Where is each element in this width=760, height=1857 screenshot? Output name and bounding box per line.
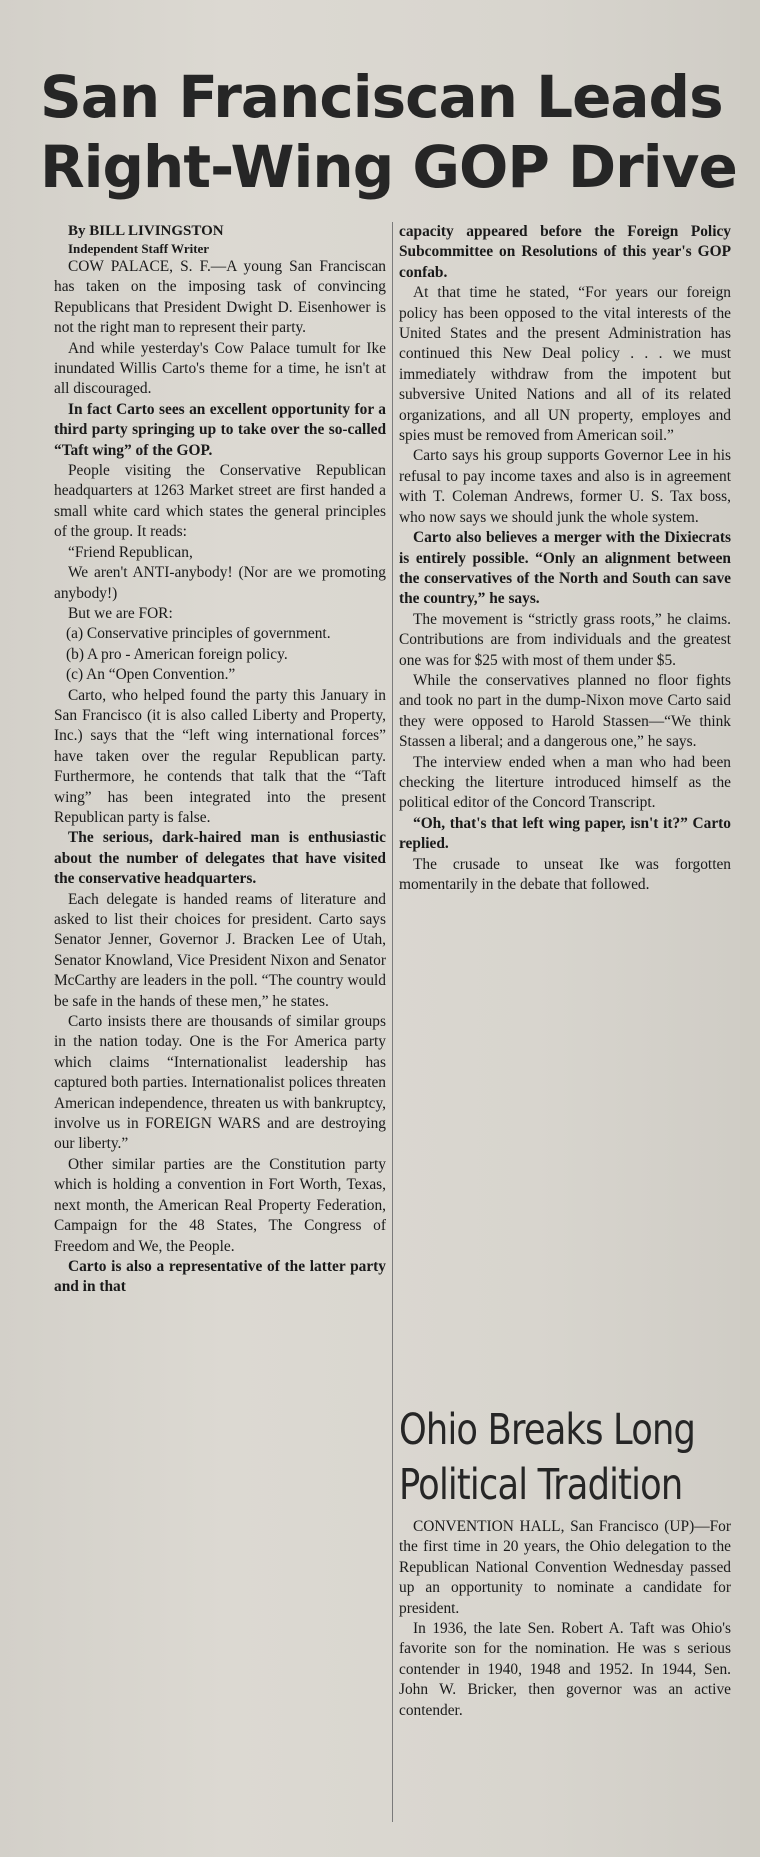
article-column-2 — [399, 222, 731, 895]
second-headline-line-1: Ohio Breaks Long — [399, 1405, 696, 1455]
paragraph: But we are FOR: — [68, 604, 173, 622]
article-column-1 — [54, 222, 386, 1298]
headline-line-1: San Franciscan Leads — [40, 63, 723, 131]
paragraph: The crusade to unseat Ike was forgotten momentarily in the debate that followed. — [399, 855, 731, 893]
paragraph: Carto also believes a merger with the Dixiecrats is entirely possible. “Only an alignment between the conservatives of the North and South can save the country,” he says. — [399, 529, 731, 608]
paragraph: (c) An “Open Convention.” — [66, 666, 236, 684]
paragraph: Carto, who helped found the party this January in San Francisco (it is also called Liberty and Property, Inc.) says that the “left wing international forces” have taken over the regular Republican party. Furthermore, he contends that talk that the “Taft wing” has been integrated into the present Republican party is false. — [54, 686, 386, 826]
paragraph: COW PALACE, S. F.—A young San Franciscan has taken on the imposing task of convincing Republicans that President Dwight D. Eisenhower is not the right man to represent their party. — [54, 258, 386, 337]
paragraph: While the conservatives planned no floor fights and took no part in the dump-Nixon move Carto said they were opposed to Harold Stassen—“We think Stassen a liberal; and a dangerous one,” he says. — [399, 671, 731, 751]
paragraph: Each delegate is handed reams of literature and asked to list their choices for president. Carto says Senator Jenner, Governor J. Bracken Lee of Utah, Senator Knowland, Vice President Nixon and Senator McCarthy are leaders in the poll. “The country would be safe in the hands of these men,” he states. — [54, 890, 386, 1010]
byline-role: Independent Staff Writer — [68, 241, 210, 256]
paragraph: capacity appeared before the Foreign Policy Subcommittee on Resolutions of this year's GOP confab. — [399, 223, 731, 281]
paragraph: Carto says his group supports Governor Lee in his refusal to pay income taxes and also is in agreement with T. Coleman Andrews, former U. S. Tax boss, who now says we should junk the whole system. — [399, 447, 731, 526]
paragraph: In fact Carto sees an excellent opportunity for a third party springing up to take over the so-called “Taft wing” of the GOP. — [54, 400, 386, 459]
second-headline-line-2: Political Tradition — [399, 1460, 683, 1510]
paragraph: Carto insists there are thousands of similar groups in the nation today. One is the For America party which claims “Internationalist leadership has captured both parties. Internationalist polices threaten American independence, threaten us with bankruptcy, involve us in FOREIGN WARS and are destroying our liberty.” — [54, 1013, 386, 1153]
paragraph: The interview ended when a man who had been checking the literture introduced himself as the political editor of the Concord Transcript. — [399, 753, 731, 812]
paragraph: (a) Conservative principles of government. — [66, 625, 331, 643]
second-article-headline — [399, 1403, 696, 1513]
paragraph: Carto is also a representative of the latter party and in that — [54, 1257, 386, 1296]
paragraph: (b) A pro - American foreign policy. — [66, 645, 288, 663]
main-headline — [40, 62, 740, 202]
paragraph: CONVENTION HALL, San Francisco (UP)—For the first time in 20 years, the Ohio delegation to the Republican National Convention Wednesday passed up an opportunity to nominate a candidate for president. — [399, 1518, 731, 1617]
paragraph: “Oh, that's that left wing paper, isn't it?” Carto replied. — [399, 814, 731, 853]
paragraph: And while yesterday's Cow Palace tumult for Ike inundated Willis Carto's theme for a time, he isn't at all discouraged. — [54, 339, 386, 398]
byline-author: By BILL LIVINGSTON — [68, 223, 224, 239]
paragraph: The serious, dark-haired man is enthusiastic about the number of delegates that have visited the conservative headquarters. — [54, 829, 386, 888]
paragraph: The movement is “strictly grass roots,” he claims. Contributions are from individuals and the greatest one was for $25 with most of them under $5. — [399, 610, 731, 669]
paragraph: At that time he stated, “For years our foreign policy has been opposed to the vital interests of the United States and the present Administration has continued this New Deal policy . . . we must immediately withdraw from the impotent but subversive United Nations and all of its related organizations, and all UN property, employes and spies must be removed from American soil.” — [399, 284, 731, 445]
paragraph: People visiting the Conservative Republican headquarters at 1263 Market street are first handed a small white card which states the general principles of the group. It reads: — [54, 462, 386, 541]
second-article-body — [399, 1517, 731, 1721]
headline-line-2: Right-Wing GOP Drive — [40, 133, 737, 201]
column-divider — [392, 222, 393, 1822]
adjacent-column-fragment — [740, 0, 760, 1857]
paragraph: “Friend Republican, — [68, 543, 193, 561]
paragraph: We aren't ANTI-anybody! (Nor are we promoting anybody!) — [54, 564, 386, 602]
paragraph: Other similar parties are the Constitution party which is holding a convention in Fort Worth, Texas, next month, the American Real Property Federation, Campaign for the 48 States, The Congress of Freedom and We, the People. — [54, 1155, 386, 1255]
paragraph: In 1936, the late Sen. Robert A. Taft was Ohio's favorite son for the nomination. He was s serious contender in 1940, 1948 and 1952. In 1944, Sen. John W. Bricker, then governor was an active contender. — [399, 1620, 731, 1719]
